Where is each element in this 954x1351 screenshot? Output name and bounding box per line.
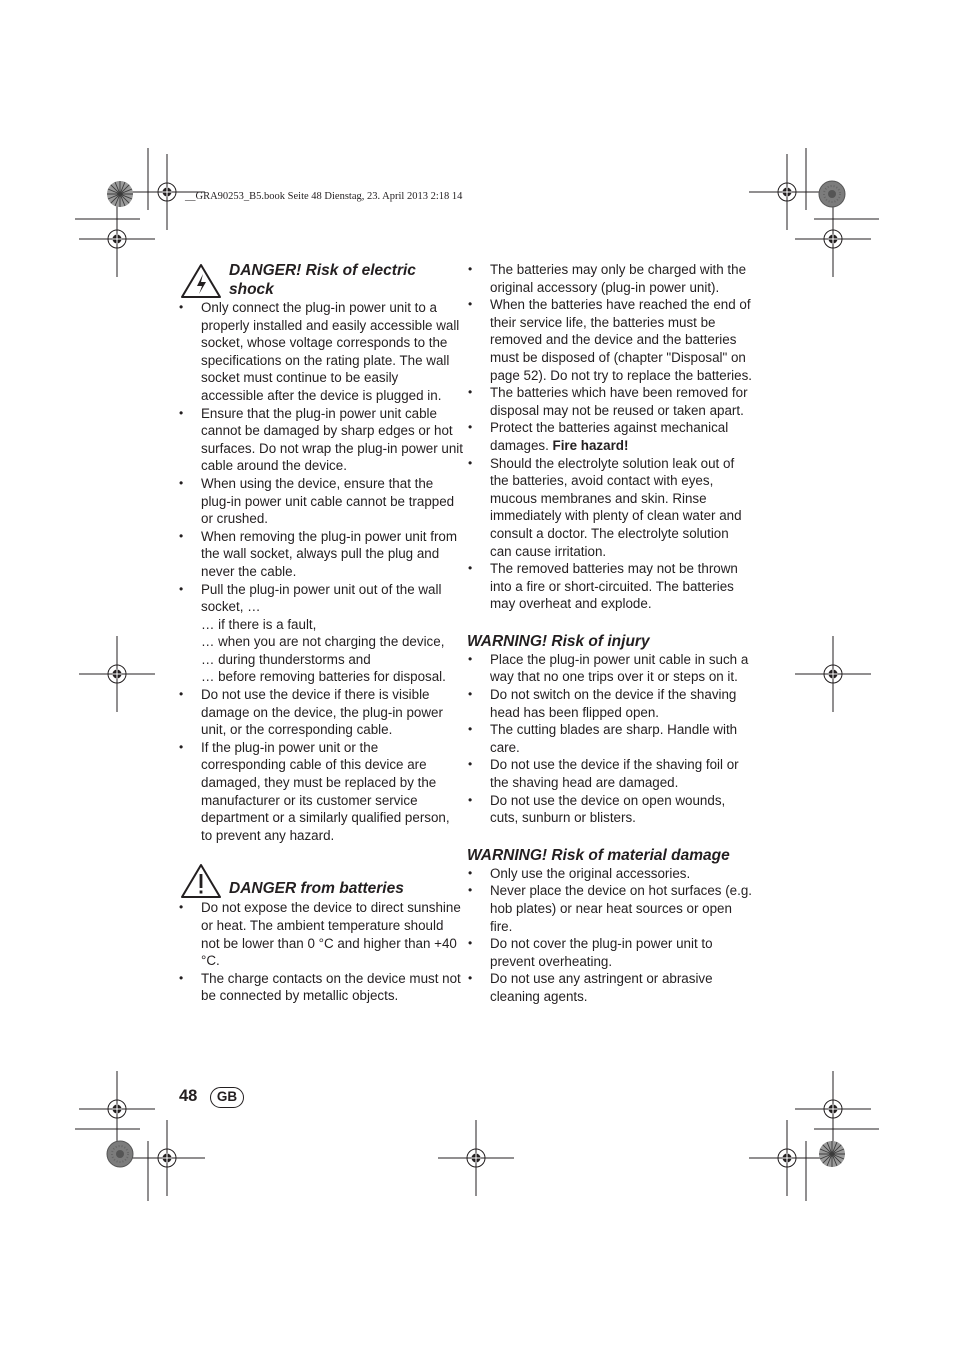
sub-list-item: … if there is a fault, <box>201 616 317 632</box>
electric-hazard-icon <box>180 263 222 299</box>
list-item: • Do not cover the plug-in power unit to prevent overheating. <box>467 935 752 970</box>
right-column <box>467 261 752 1006</box>
list-item: • Only connect the plug-in power unit to a properly installed and easily accessible wall socket, whose voltage corresponds to the specifications on the rating plate. The wall socket must continue to be easily accessible after the device is plugged in. <box>178 299 463 405</box>
list-item: • The batteries which have been removed for disposal may not be reused or taken apart. <box>467 384 752 419</box>
fire-hazard-label: Fire hazard! <box>552 437 629 453</box>
list-item: • The batteries may only be charged with the original accessory (plug-in power unit). <box>467 261 752 296</box>
material-damage-list <box>467 865 752 1006</box>
batteries-list <box>178 899 463 1005</box>
file-info-header: __GRA90253_B5.book Seite 48 Dienstag, 23. April 2013 2:18 14 <box>185 191 463 202</box>
electric-shock-list-continued <box>178 686 463 844</box>
batteries-section-heading <box>178 861 463 899</box>
list-item: • Do not use the device if the shaving foil or the shaving head are damaged. <box>467 756 752 791</box>
material-damage-heading: WARNING! Risk of material damage <box>467 846 730 864</box>
list-item: • The charge contacts on the device must not be connected by metallic objects. <box>178 970 463 1005</box>
list-item: • Pull the plug-in power unit out of the wall socket, … <box>178 581 463 616</box>
list-item: • Should the electrolyte solution leak out of the batteries, avoid contact with eyes, mucous membranes and skin. Rinse immediately with plenty of clean water and consult a doctor. The electrolyte solution can cause irritation. <box>467 455 752 561</box>
list-item: • When using the device, ensure that the plug-in power unit cable cannot be trapped or crushed. <box>178 475 463 528</box>
protect-text: Protect the batteries against mechanical damages. <box>490 420 729 453</box>
injury-heading: WARNING! Risk of injury <box>467 632 650 650</box>
list-item: • The removed batteries may not be thrown into a fire or short-circuited. The batteries may overheat and explode. <box>467 560 752 613</box>
left-column <box>178 261 463 1005</box>
sub-list-item: … during thunderstorms and <box>201 651 371 667</box>
list-item: • Do not use the device on open wounds, cuts, sunburn or blisters. <box>467 792 752 827</box>
language-badge: GB <box>210 1087 244 1108</box>
sub-list-item: … when you are not charging the device, <box>201 634 445 650</box>
fault-sub-list <box>178 616 463 686</box>
electric-shock-list <box>178 299 463 616</box>
list-item <box>467 419 752 454</box>
list-item: • Ensure that the plug-in power unit cable cannot be damaged by sharp edges or hot surfaces. Do not wrap the plug-in power unit cable around the device. <box>178 405 463 475</box>
list-item: • Do not use the device if there is visible damage on the device, the plug-in power unit, or the corresponding cable. <box>178 686 463 739</box>
electric-shock-section-heading <box>178 261 463 299</box>
list-item: • Do not expose the device to direct sunshine or heat. The ambient temperature should not be lower than 0 °C and higher than +40 °C. <box>178 899 463 969</box>
list-item: • Place the plug-in power unit cable in such a way that no one trips over it or steps on it. <box>467 651 752 686</box>
list-item: • If the plug-in power unit or the corresponding cable of this device are damaged, they must be replaced by the manufacturer or its customer service department or a similarly qualified person, to prevent any hazard. <box>178 739 463 845</box>
page-number: 48 <box>179 1087 198 1105</box>
batteries-heading: DANGER from batteries <box>229 880 404 898</box>
list-item: • Do not use any astringent or abrasive cleaning agents. <box>467 970 752 1005</box>
list-item: • When the batteries have reached the end of their service life, the batteries must be removed and the device and the batteries must be disposed of (chapter "Disposal" on page 52). Do not try to replace the batteries. <box>467 296 752 384</box>
injury-list <box>467 651 752 827</box>
list-item: • Do not switch on the device if the shaving head has been flipped open. <box>467 686 752 721</box>
list-item: • Only use the original accessories. <box>467 865 752 883</box>
electric-shock-heading: DANGER! Risk of electric shock <box>229 262 416 298</box>
list-item: • When removing the plug-in power unit from the wall socket, always pull the plug and never the cable. <box>178 528 463 581</box>
list-item: • Never place the device on hot surfaces (e.g. hob plates) or near heat sources or open fire. <box>467 882 752 935</box>
batteries-list-continued <box>467 261 752 613</box>
list-item: • The cutting blades are sharp. Handle with care. <box>467 721 752 756</box>
sub-list-item: … before removing batteries for disposal. <box>201 669 446 685</box>
warning-exclamation-icon <box>180 863 222 899</box>
